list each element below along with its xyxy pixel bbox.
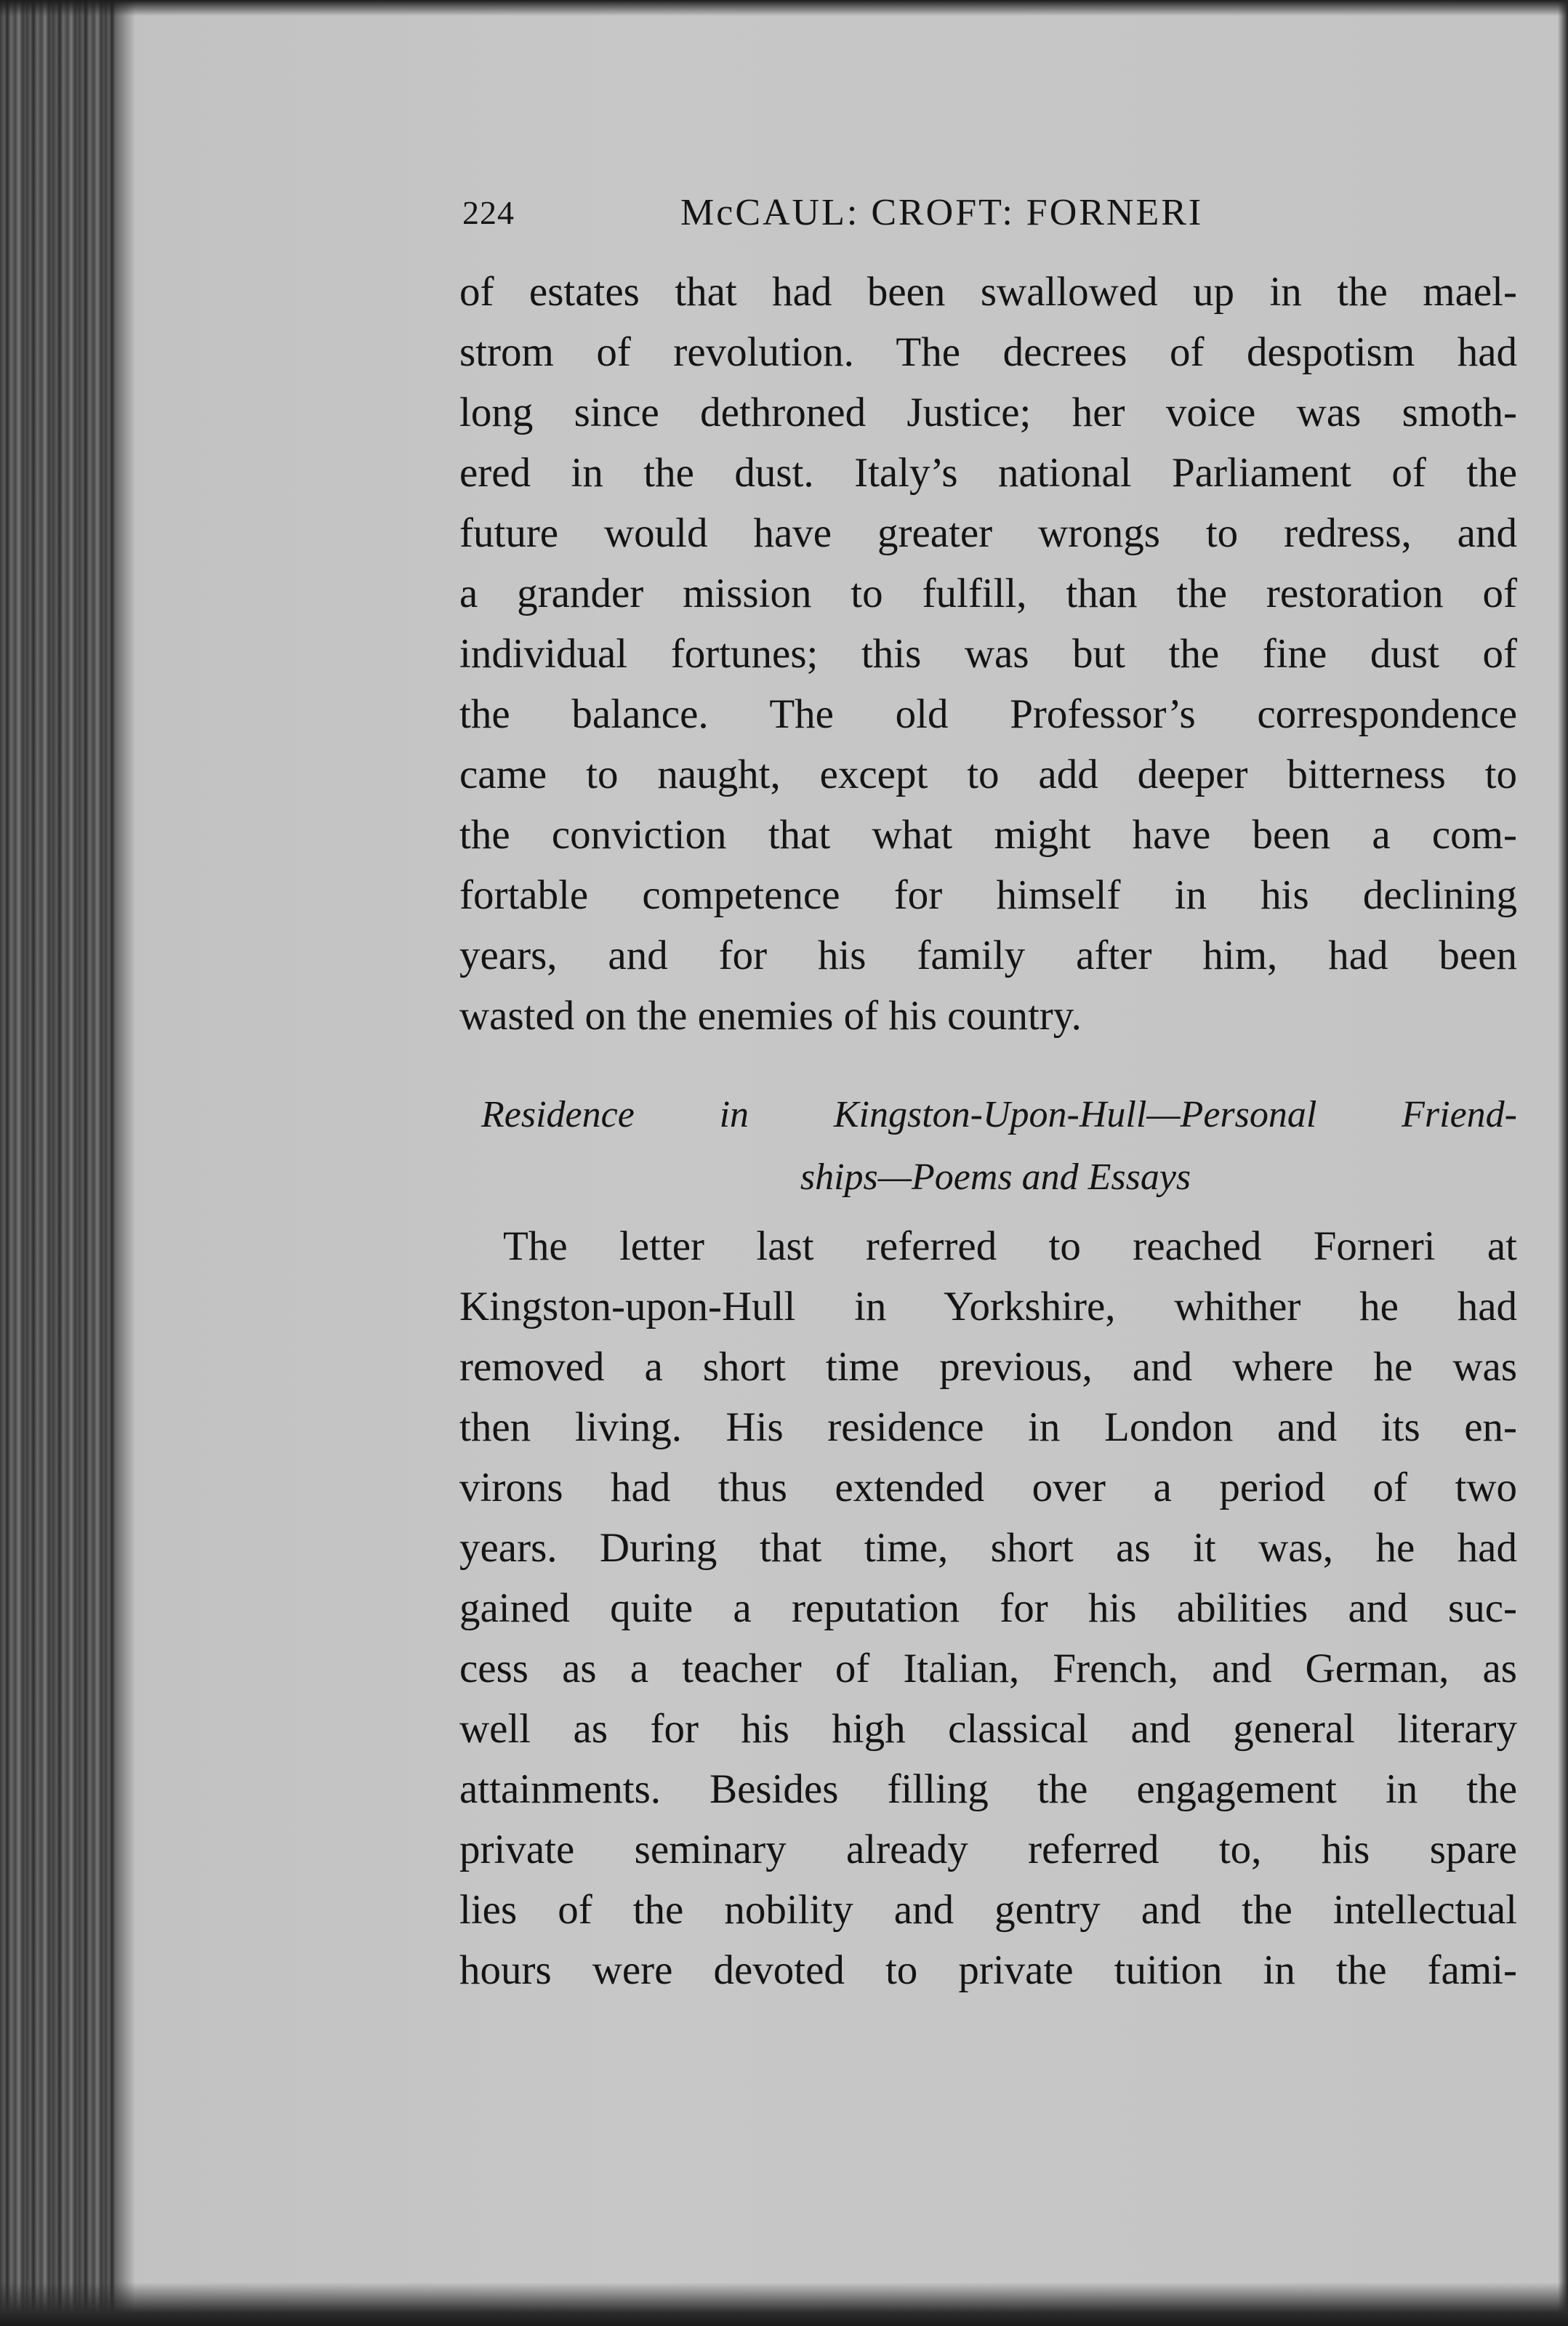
page-header bbox=[462, 188, 1306, 238]
page-number: 224 bbox=[462, 194, 515, 231]
text-line: strom of revolution. The decrees of despotism had bbox=[459, 329, 1517, 375]
paragraph-1 bbox=[459, 262, 1517, 1046]
text-line: of estates that had been swallowed up in the mael- bbox=[459, 269, 1517, 315]
gutter-shadow bbox=[116, 0, 135, 2326]
right-page-edge bbox=[1558, 0, 1568, 2326]
paragraph-spacer bbox=[459, 1046, 1517, 1084]
text-line: individual fortunes; this was but the fine dust of bbox=[459, 631, 1517, 677]
text-line: years. During that time, short as it was, he had bbox=[459, 1525, 1517, 1571]
paragraph-2 bbox=[459, 1216, 1517, 2000]
text-line: years, and for his family after him, had been bbox=[459, 933, 1517, 978]
text-line: lies of the nobility and gentry and the intellectual bbox=[459, 1887, 1517, 1933]
text-line: ered in the dust. Italy’s national Parliament of the bbox=[459, 450, 1517, 496]
text-line: future would have greater wrongs to redress, and bbox=[459, 510, 1517, 556]
bottom-page-edge bbox=[0, 2282, 1568, 2326]
text-line: gained quite a reputation for his abilities and suc- bbox=[459, 1585, 1517, 1631]
text-line: the conviction that what might have been a com- bbox=[459, 812, 1517, 858]
text-line: came to naught, except to add deeper bitterness to bbox=[459, 752, 1517, 797]
text-line: virons had thus extended over a period of two bbox=[459, 1465, 1517, 1510]
text-line: a grander mission to fulfill, than the restoration of bbox=[459, 571, 1517, 616]
running-head: McCAUL: CROFT: FORNERI bbox=[680, 192, 1204, 233]
text-line: private seminary already referred to, his spare bbox=[459, 1827, 1517, 1872]
text-line: fortable competence for himself in his declining bbox=[459, 872, 1517, 918]
text-line: the balance. The old Professor’s correspondence bbox=[459, 691, 1517, 737]
text-line: hours were devoted to private tuition in the fami- bbox=[459, 1947, 1517, 1993]
text-line: then living. His residence in London and its en- bbox=[459, 1404, 1517, 1450]
text-line: cess as a teacher of Italian, French, and German, as bbox=[459, 1646, 1517, 1691]
top-page-edge bbox=[0, 0, 1568, 16]
section-heading-line: Residence in Kingston-Upon-Hull—Personal Friend- bbox=[481, 1094, 1517, 1135]
text-line: The letter last referred to reached Forneri at bbox=[503, 1223, 1517, 1269]
section-heading bbox=[459, 1084, 1517, 1209]
text-line: long since dethroned Justice; her voice was smoth- bbox=[459, 390, 1517, 435]
text-line: removed a short time previous, and where he was bbox=[459, 1344, 1517, 1390]
text-line: well as for his high classical and general literary bbox=[459, 1706, 1517, 1752]
book-spine bbox=[0, 0, 116, 2326]
text-line: attainments. Besides filling the engagement in the bbox=[459, 1766, 1517, 1812]
section-heading-line: ships—Poems and Essays bbox=[800, 1156, 1191, 1198]
text-line: Kingston-upon-Hull in Yorkshire, whither he had bbox=[459, 1284, 1517, 1329]
text-line: wasted on the enemies of his country. bbox=[459, 993, 1082, 1039]
body-text bbox=[459, 262, 1517, 2000]
